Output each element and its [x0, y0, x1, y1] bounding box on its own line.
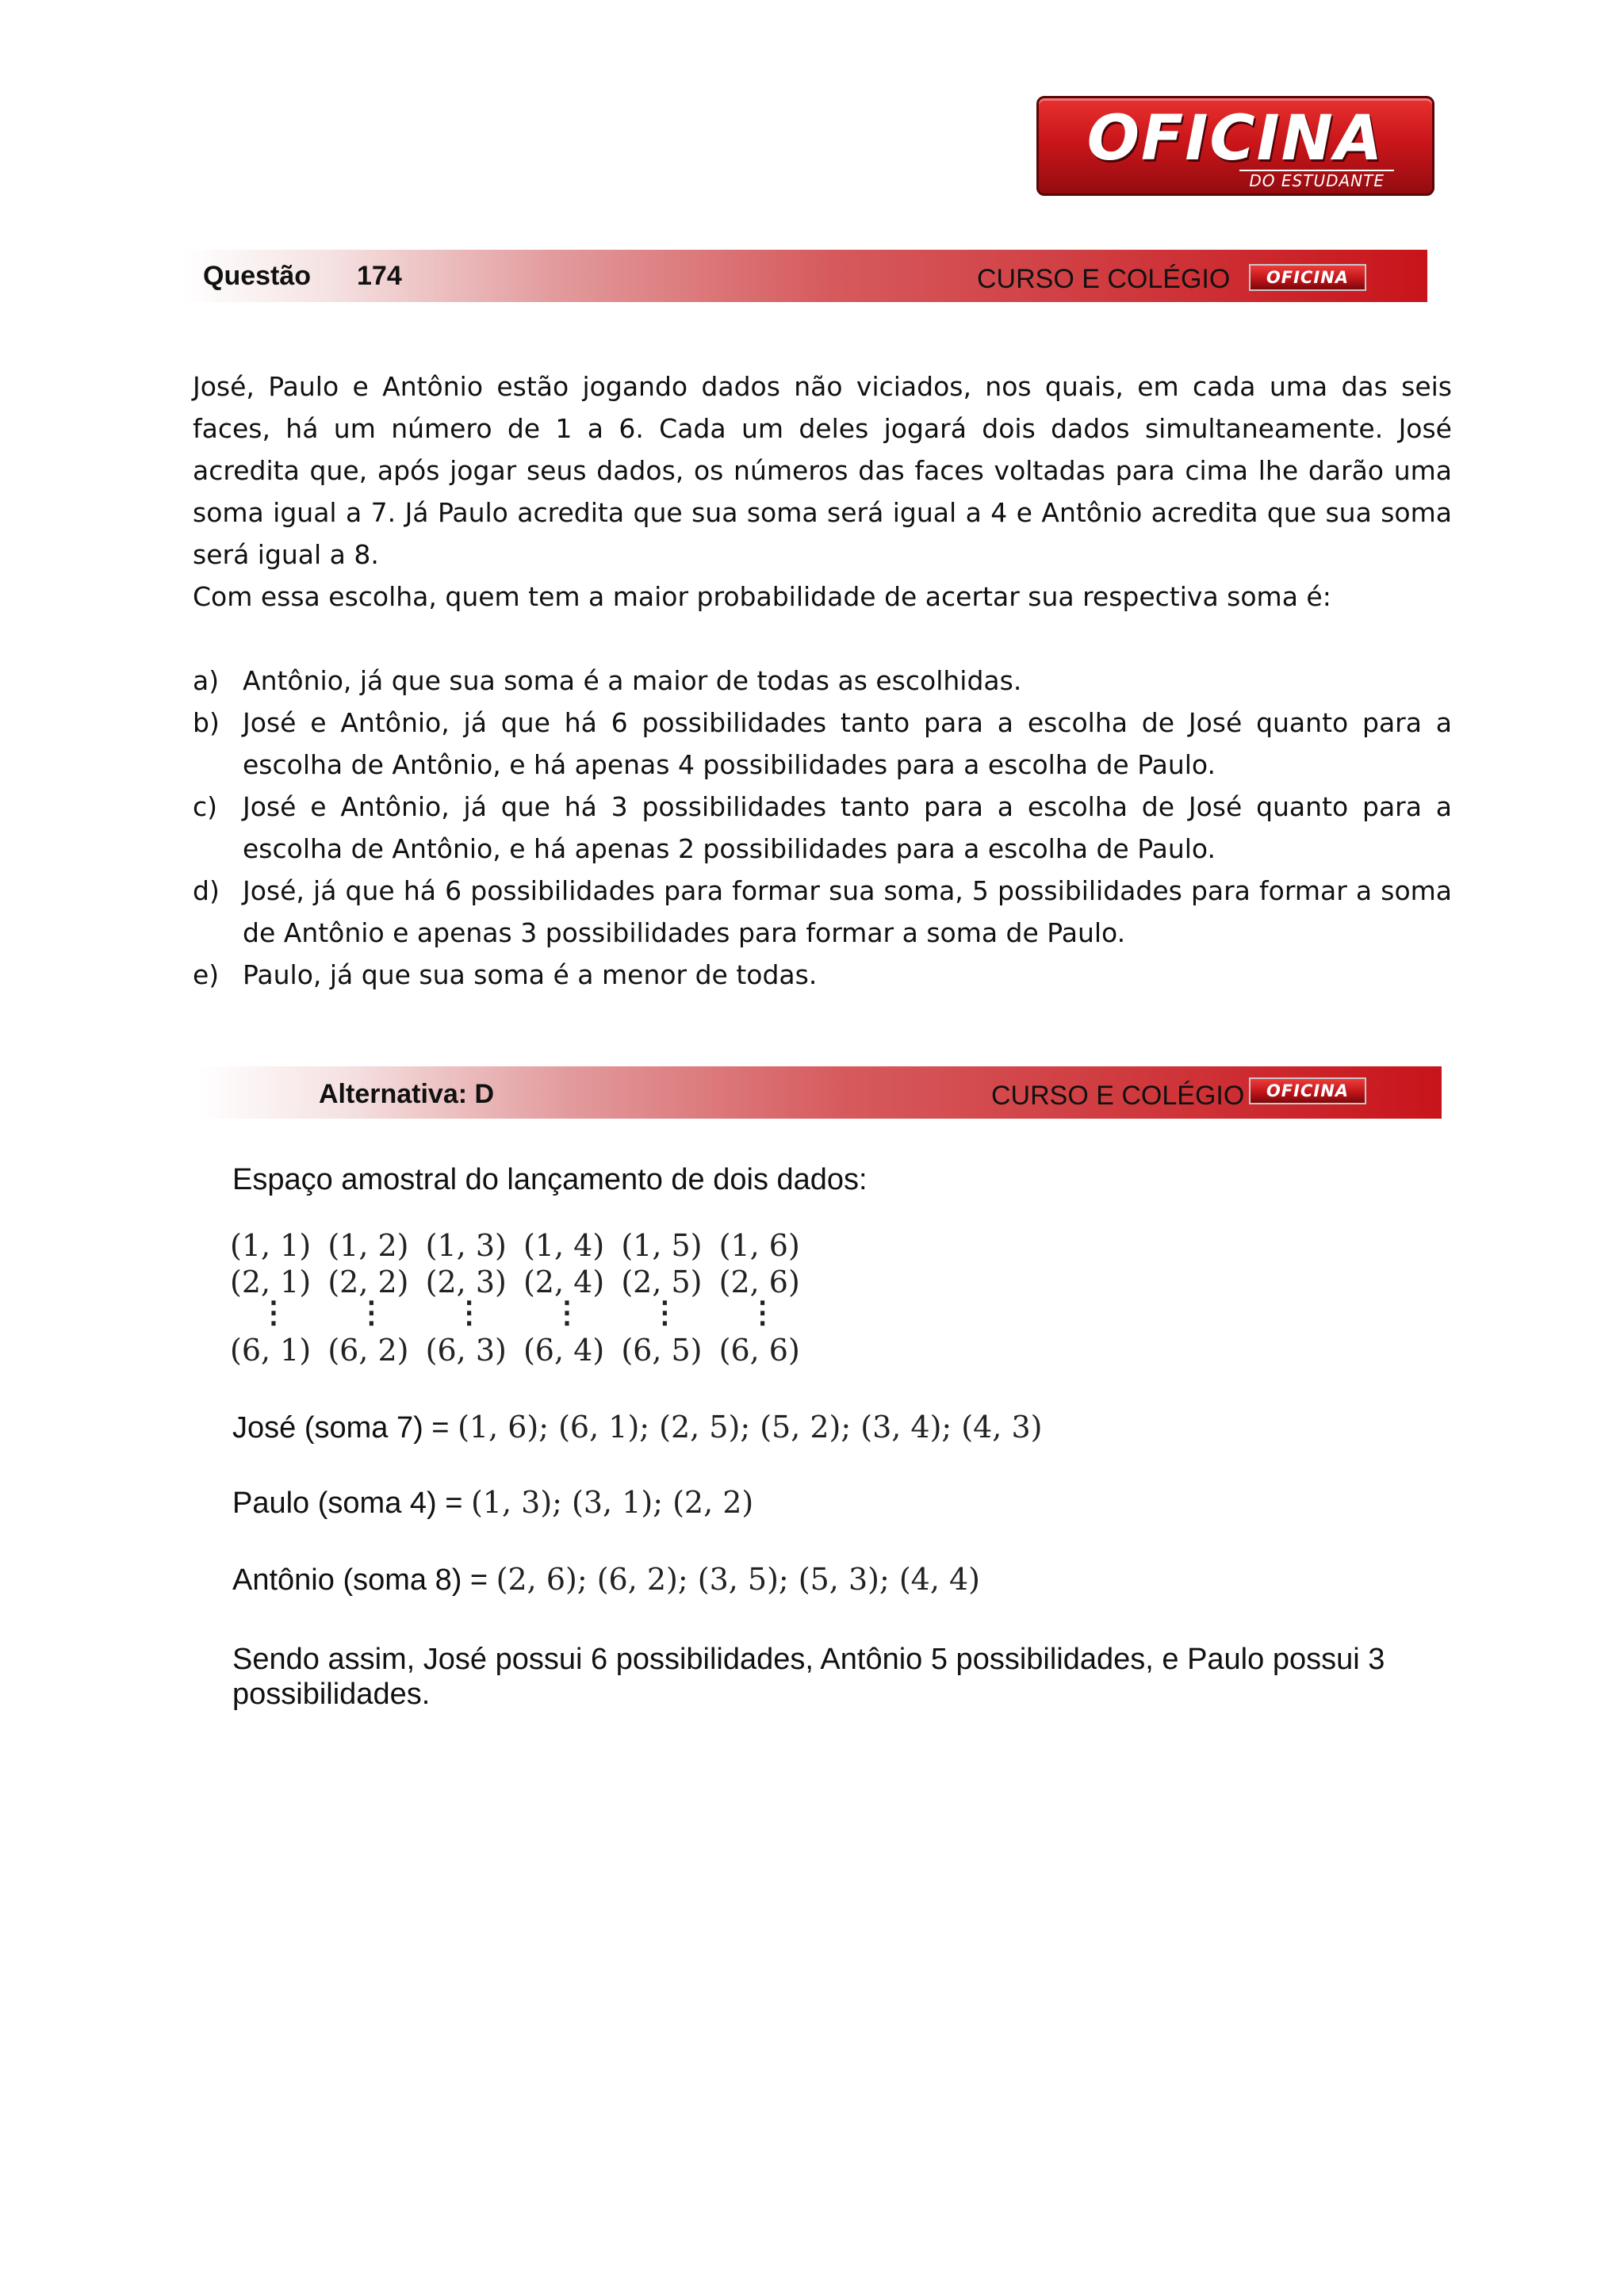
paulo-pairs: (1, 3); (3, 1); (2, 2) [470, 1485, 754, 1520]
antonio-pairs: (2, 6); (6, 2); (3, 5); (5, 3); (4, 4) [496, 1562, 981, 1597]
option-text: José e Antônio, já que há 6 possibilidades tanto para a escolha de José quanto para a escolha de Antônio, e há apenas 4 possibilidades para a escolha de Paulo. [243, 707, 1452, 780]
grid-cell: (1, 5) [621, 1228, 703, 1263]
logo-tagline: DO ESTUDANTE [1239, 170, 1394, 190]
question-header-bar [184, 250, 1427, 302]
jose-pairs: (1, 6); (6, 1); (2, 5); (5, 2); (3, 4); (4, 3) [458, 1410, 1043, 1445]
option-a [193, 660, 1452, 702]
grid-cell: (1, 1) [230, 1228, 312, 1263]
sample-space-grid [230, 1227, 817, 1368]
option-text: José e Antônio, já que há 3 possibilidades tanto para a escolha de José quanto para a escolha de Antônio, e há apenas 2 possibilidades para a escolha de Paulo. [243, 791, 1452, 864]
option-letter: c) [193, 791, 218, 822]
question-number: 174 [357, 261, 402, 291]
grid-cell: (1, 3) [425, 1228, 507, 1263]
grid-cell: (1, 4) [523, 1228, 605, 1263]
grid-cell: (6, 1) [230, 1333, 312, 1368]
question-label: Questão [203, 261, 312, 291]
question-statement: José, Paulo e Antônio estão jogando dados não viciados, nos quais, em cada uma das seis faces, há um número de 1 a 6. Cada um deles jogará dois dados simultaneamente. José acredita que, após jogar seus dados, os números das faces voltadas para cima lhe darão uma soma igual a 7. Já Paulo acredita que sua soma será igual a 4 e Antônio acredita que sua soma será igual a 8. [193, 371, 1452, 570]
curso-colegio-label: CURSO E COLÉGIO [977, 264, 1231, 294]
paulo-combinations [232, 1485, 753, 1521]
vertical-ellipsis: ⋮ [649, 1294, 680, 1330]
option-text: Paulo, já que sua soma é a menor de todas. [243, 959, 818, 990]
grid-cell: (2, 6) [718, 1265, 800, 1299]
grid-cell: (2, 4) [523, 1265, 605, 1299]
grid-row-2 [230, 1264, 817, 1300]
grid-cell: (6, 5) [621, 1333, 703, 1368]
mini-oficina-logo: OFICINA [1249, 1077, 1366, 1104]
oficina-logo [1036, 96, 1434, 196]
grid-cell: (2, 1) [230, 1265, 312, 1299]
grid-cell: (2, 2) [327, 1265, 409, 1299]
option-letter: e) [193, 959, 220, 990]
grid-cell: (2, 5) [621, 1265, 703, 1299]
grid-cell: (6, 6) [718, 1333, 800, 1368]
grid-cell: (6, 4) [523, 1333, 605, 1368]
option-text: Antônio, já que sua soma é a maior de todas as escolhidas. [243, 665, 1022, 696]
option-b [193, 702, 1452, 786]
solution-heading: Espaço amostral do lançamento de dois dados: [232, 1163, 868, 1196]
jose-combinations [232, 1410, 1042, 1445]
paulo-label: Paulo (soma 4) = [232, 1487, 471, 1520]
vertical-ellipsis: ⋮ [747, 1294, 778, 1330]
grid-ellipsis-row [230, 1294, 817, 1332]
option-text: José, já que há 6 possibilidades para formar sua soma, 5 possibilidades para formar a soma de Antônio e apenas 3 possibilidades para formar a soma de Paulo. [243, 875, 1452, 948]
grid-cell: (6, 2) [327, 1333, 409, 1368]
grid-cell: (1, 6) [718, 1228, 800, 1263]
question-prompt: Com essa escolha, quem tem a maior probabilidade de acertar sua respectiva soma é: [193, 581, 1331, 612]
jose-label: José (soma 7) = [232, 1411, 458, 1445]
vertical-ellipsis: ⋮ [551, 1294, 582, 1330]
antonio-label: Antônio (soma 8) = [232, 1563, 496, 1597]
grid-row-6 [230, 1332, 817, 1368]
grid-row-1 [230, 1227, 817, 1264]
logo-wordmark: OFICINA [1086, 103, 1385, 174]
answer-options [193, 660, 1452, 996]
option-letter: a) [193, 665, 220, 696]
vertical-ellipsis: ⋮ [454, 1294, 485, 1330]
option-c [193, 786, 1452, 870]
option-letter: b) [193, 707, 220, 738]
antonio-combinations [232, 1562, 980, 1598]
mini-oficina-logo: OFICINA [1249, 264, 1366, 291]
vertical-ellipsis: ⋮ [356, 1294, 387, 1330]
option-e [193, 954, 1452, 996]
solution-conclusion: Sendo assim, José possui 6 possibilidades, Antônio 5 possibilidades, e Paulo possui 3 possibilidades. [232, 1643, 1385, 1711]
curso-colegio-label: CURSO E COLÉGIO [991, 1081, 1245, 1111]
grid-cell: (6, 3) [425, 1333, 507, 1368]
option-d [193, 870, 1452, 954]
answer-header-bar [198, 1066, 1442, 1119]
grid-cell: (1, 2) [327, 1228, 409, 1263]
vertical-ellipsis: ⋮ [259, 1294, 289, 1330]
grid-cell: (2, 3) [425, 1265, 507, 1299]
answer-label: Alternativa: D [319, 1079, 495, 1109]
option-letter: d) [193, 875, 220, 906]
